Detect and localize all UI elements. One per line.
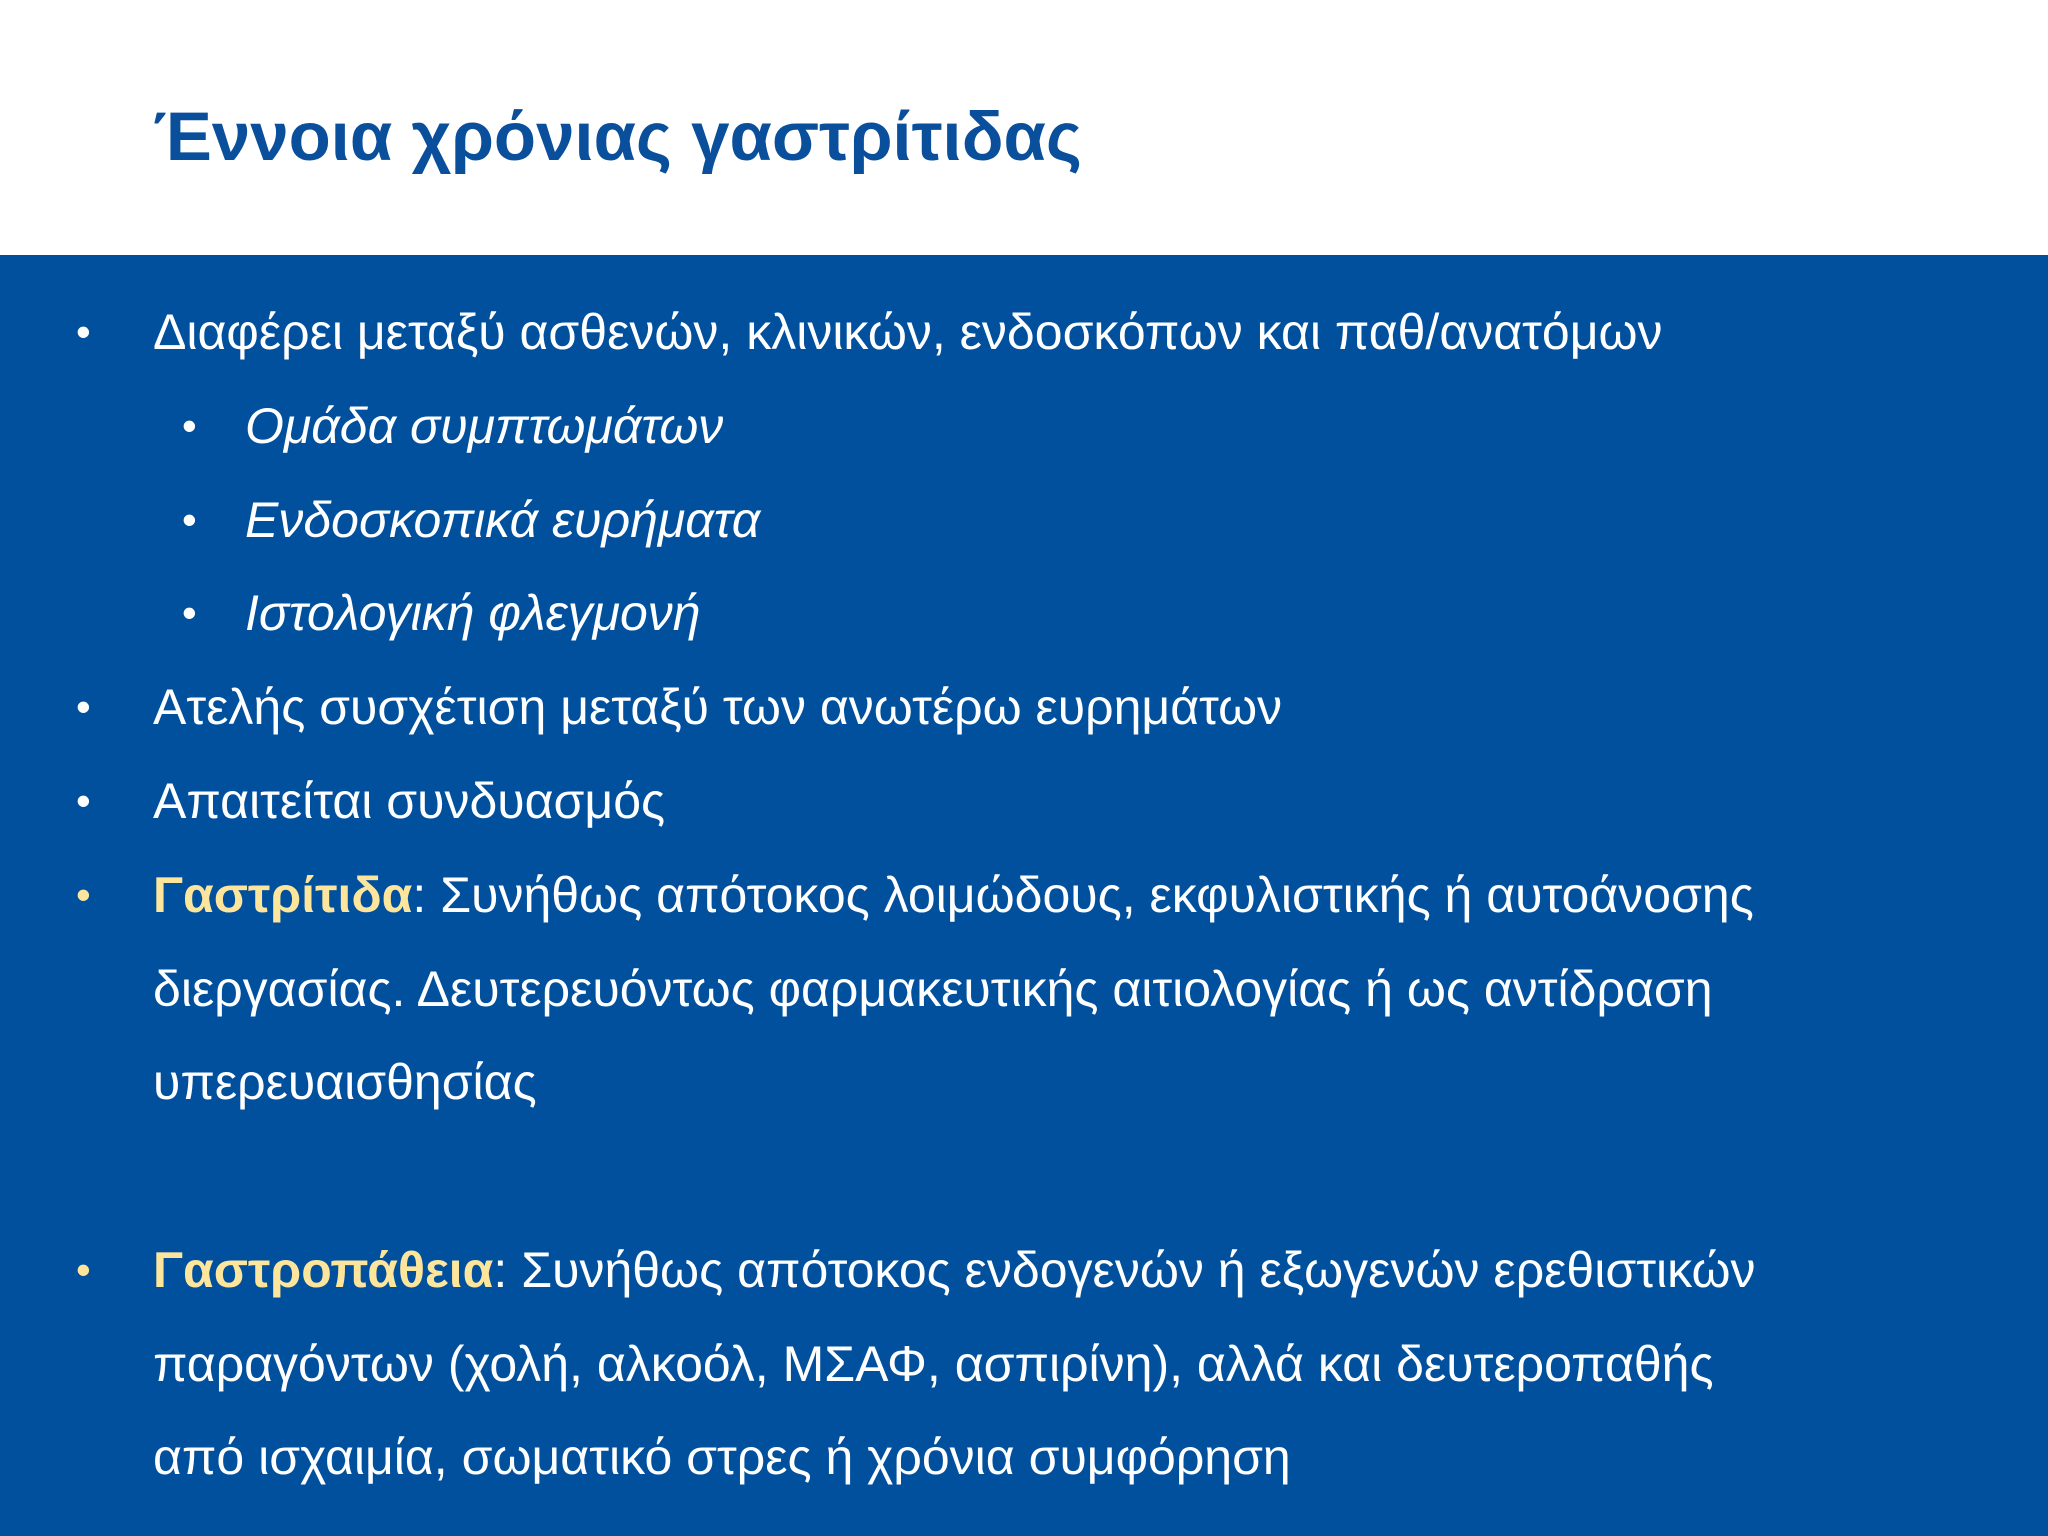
bullet-text: Ατελής συσχέτιση μεταξύ των ανωτέρω ευρημάτων bbox=[153, 679, 1283, 735]
bullet-dot-icon: • bbox=[182, 402, 197, 449]
sub-bullet-item bbox=[182, 566, 701, 660]
bullet-dot-icon: • bbox=[182, 496, 197, 543]
sub-bullet-item bbox=[182, 473, 761, 567]
definition-line: : Συνήθως απότοκος ενδογενών ή εξωγενών ερεθιστικών bbox=[493, 1242, 1756, 1298]
bullet-item-gastritis bbox=[76, 848, 1754, 942]
definition-line: παραγόντων (χολή, αλκοόλ, ΜΣΑΦ, ασπιρίνη), αλλά και δευτεροπαθής bbox=[153, 1336, 1714, 1392]
bullet-text: Απαιτείται συνδυασμός bbox=[153, 773, 666, 829]
slide-title: Έννοια χρόνιας γαστρίτιδας bbox=[153, 98, 1082, 175]
definition-line: : Συνήθως απότοκος λοιμώδους, εκφυλιστικής ή αυτοάνοσης bbox=[412, 867, 1754, 923]
bullet-item bbox=[76, 285, 1663, 379]
sub-bullet-text: Ιστολογική φλεγμονή bbox=[245, 585, 701, 641]
bullet-item bbox=[76, 660, 1283, 754]
sub-bullet-text: Ενδοσκοπικά ευρήματα bbox=[245, 492, 761, 548]
bullet-text: Διαφέρει μεταξύ ασθενών, κλινικών, ενδοσκόπων και παθ/ανατόμων bbox=[153, 304, 1663, 360]
bullet-item bbox=[76, 754, 666, 848]
bullet-item-gastropathy bbox=[76, 1223, 1756, 1317]
bullet-dot-icon: • bbox=[76, 777, 91, 824]
bullet-continuation bbox=[153, 1035, 537, 1129]
term-gastropathy: Γαστροπάθεια bbox=[153, 1242, 494, 1298]
bullet-continuation bbox=[153, 942, 1713, 1036]
bullet-dot-icon: • bbox=[76, 1246, 91, 1293]
definition-line: υπερευαισθησίας bbox=[153, 1054, 537, 1110]
bullet-continuation bbox=[153, 1410, 1291, 1504]
sub-bullet-text: Ομάδα συμπτωμάτων bbox=[245, 398, 724, 454]
definition-line: από ισχαιμία, σωματικό στρες ή χρόνια συμφόρηση bbox=[153, 1429, 1291, 1485]
bullet-dot-icon: • bbox=[76, 871, 91, 918]
bullet-dot-icon: • bbox=[76, 683, 91, 730]
bullet-dot-icon: • bbox=[182, 589, 197, 636]
bullet-dot-icon: • bbox=[76, 308, 91, 355]
sub-bullet-item bbox=[182, 379, 724, 473]
bullet-continuation bbox=[153, 1317, 1714, 1411]
title-area bbox=[0, 0, 2048, 255]
term-gastritis: Γαστρίτιδα bbox=[153, 867, 413, 923]
definition-line: διεργασίας. Δευτερευόντως φαρμακευτικής αιτιολογίας ή ως αντίδραση bbox=[153, 961, 1713, 1017]
